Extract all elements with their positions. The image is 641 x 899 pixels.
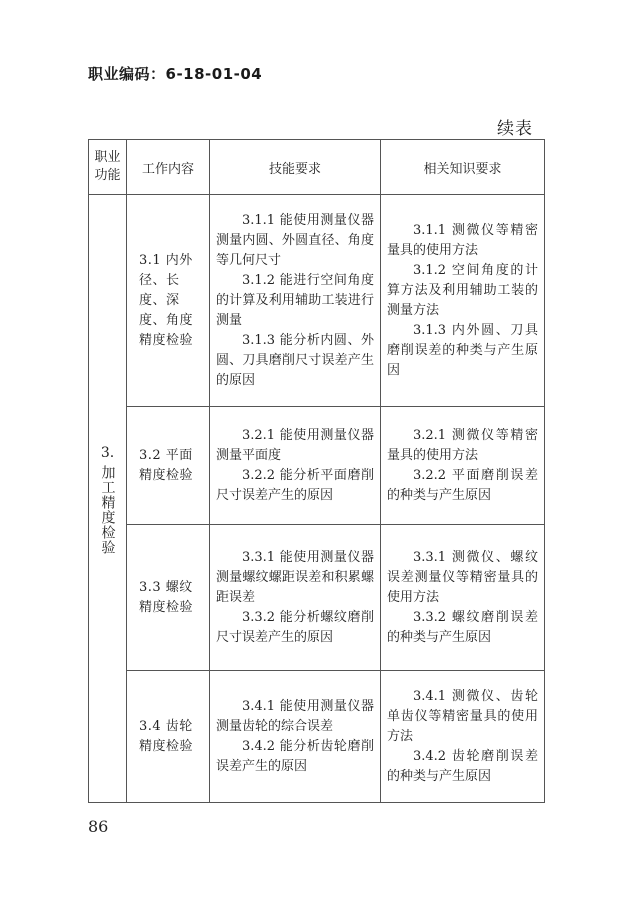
skill-cell [210,671,381,803]
knowledge-item: 3.1.1 测微仪等精密量具的使用方法 [387,222,538,258]
table-row [89,195,545,407]
knowledge-cell [381,525,545,671]
header-work-content: 工作内容 [127,140,210,195]
work-content-cell: 3.3 螺纹精度检验 [127,525,210,671]
knowledge-item: 3.4.1 测微仪、齿轮单齿仪等精密量具的使用方法 [387,688,538,744]
skill-item: 3.4.2 能分析齿轮磨削误差产生的原因 [216,738,374,774]
work-content-cell: 3.4 齿轮精度检验 [127,671,210,803]
table-row [89,525,545,671]
knowledge-item: 3.2.2 平面磨削误差的种类与产生原因 [387,467,538,503]
skill-item: 3.3.1 能使用测量仪器测量螺纹螺距误差和积累螺距误差 [216,549,374,605]
skill-cell [210,525,381,671]
knowledge-item: 3.1.3 内外圆、刀具磨削误差的种类与产生原因 [387,322,538,378]
knowledge-item: 3.3.2 螺纹磨削误差的种类与产生原因 [387,609,538,645]
knowledge-item: 3.1.2 空间角度的计算方法及利用辅助工装的测量方法 [387,262,538,318]
continued-label: 续表 [497,119,533,139]
knowledge-cell [381,195,545,407]
table-row [89,407,545,525]
table-row [89,671,545,803]
knowledge-item: 3.4.2 齿轮磨削误差的种类与产生原因 [387,748,538,784]
header-knowledge-requirements: 相关知识要求 [381,140,545,195]
skill-item: 3.2.1 能使用测量仪器测量平面度 [216,427,374,463]
skill-item: 3.3.2 能分析螺纹磨削尺寸误差产生的原因 [216,609,374,645]
skill-item: 3.2.2 能分析平面磨削尺寸误差产生的原因 [216,467,374,503]
skill-item: 3.1.1 能使用测量仪器测量内圆、外圆直径、角度等几何尺寸 [216,212,374,268]
function-name: 加工精度检验 [99,464,116,555]
occupation-code: 职业编码：6-18-01-04 [88,65,263,83]
function-number: 3. [100,444,115,461]
page-number: 86 [88,817,109,836]
skill-cell [210,407,381,525]
skill-item: 3.1.2 能进行空间角度的计算及利用辅助工装进行测量 [216,272,374,328]
skill-item: 3.4.1 能使用测量仪器测量齿轮的综合误差 [216,698,374,734]
skill-cell [210,195,381,407]
knowledge-cell [381,407,545,525]
work-content-cell: 3.1 内外径、长度、深度、角度精度检验 [127,195,210,407]
knowledge-cell [381,671,545,803]
table-header-row [89,140,545,195]
knowledge-item: 3.3.1 测微仪、螺纹误差测量仪等精密量具的使用方法 [387,549,538,605]
skill-table [88,139,545,803]
knowledge-item: 3.2.1 测微仪等精密量具的使用方法 [387,427,538,463]
work-content-cell: 3.2 平面精度检验 [127,407,210,525]
header-function: 职业 功能 [89,140,127,195]
skill-item: 3.1.3 能分析内圆、外圆、刀具磨削尺寸误差产生的原因 [216,332,374,388]
function-cell [89,195,127,803]
header-skill-requirements: 技能要求 [210,140,381,195]
